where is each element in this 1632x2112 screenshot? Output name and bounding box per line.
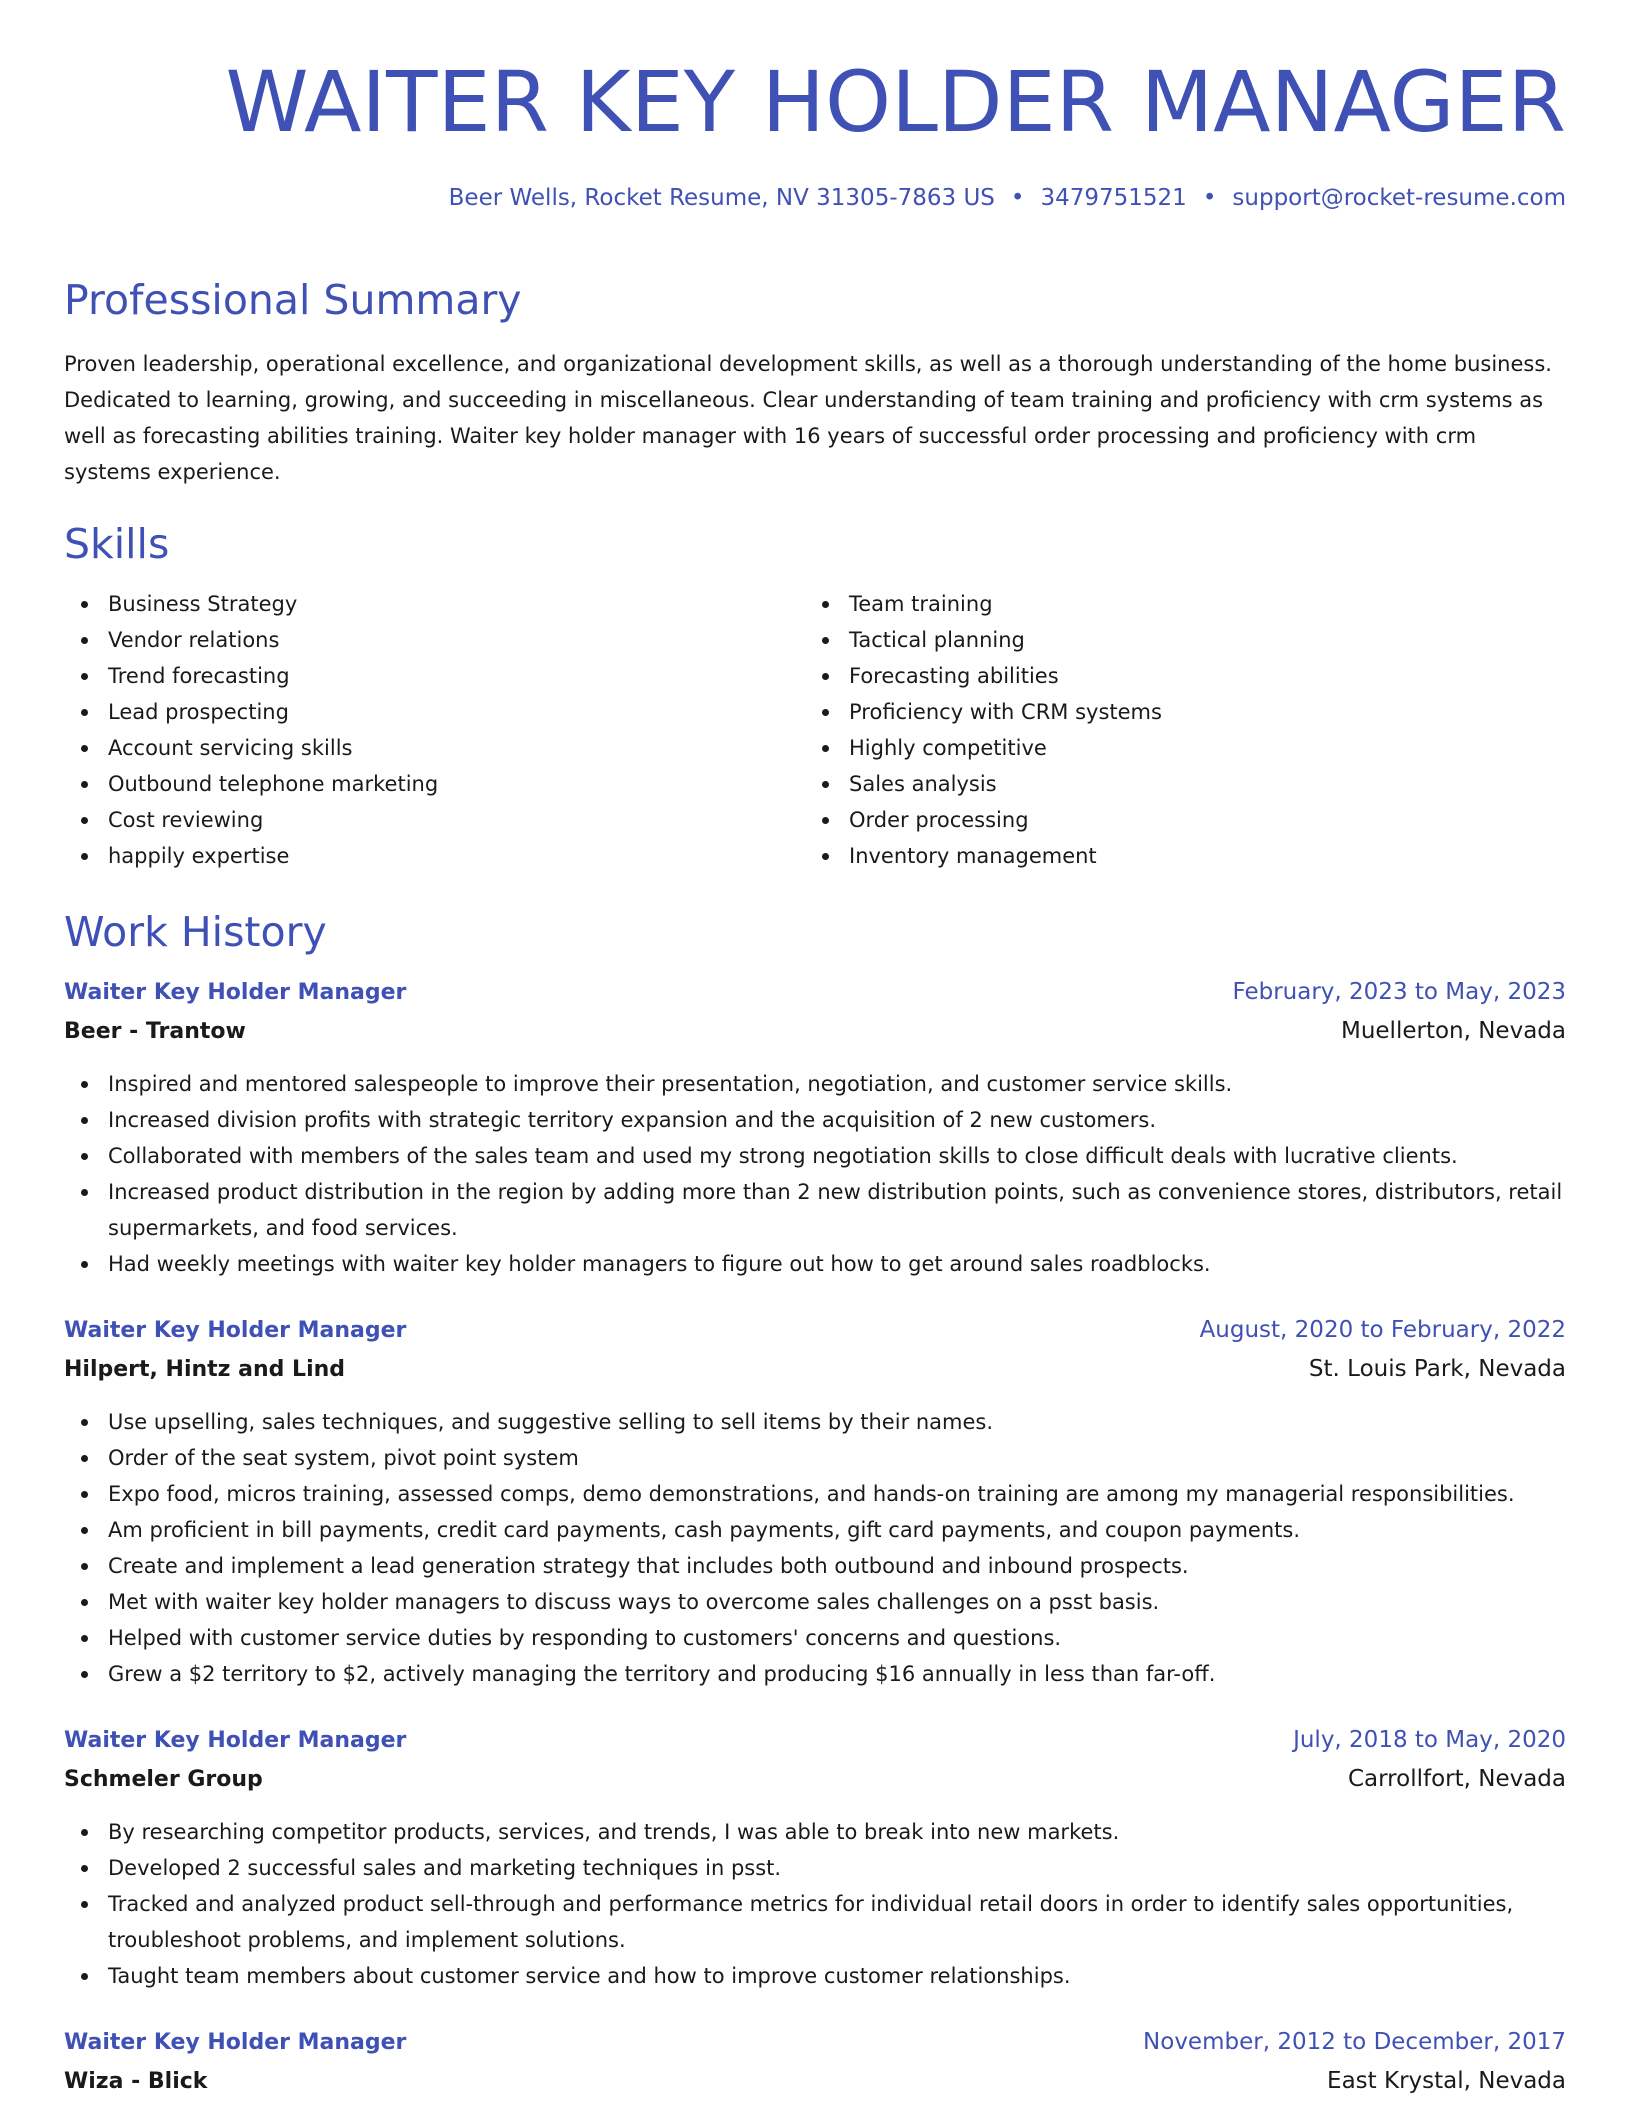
job-bullet: Met with waiter key holder managers to discuss ways to overcome sales challenges on a psst basis.	[64, 1584, 1566, 1620]
skill-item: happily expertise	[64, 838, 805, 874]
job-company: Beer - Trantow	[64, 1019, 246, 1044]
job-subheader	[64, 1761, 1566, 1798]
skill-item: Proficiency with CRM systems	[805, 694, 1546, 730]
job-dates: July, 2018 to May, 2020	[1293, 1727, 1566, 1753]
job-bullet: Use upselling, sales techniques, and suggestive selling to sell items by their names.	[64, 1404, 1566, 1440]
job-bullet: Had weekly meetings with waiter key holder managers to figure out how to get around sales roadblocks.	[64, 1246, 1566, 1282]
job-dates: February, 2023 to May, 2023	[1232, 979, 1566, 1005]
job-bullet: Create and implement a lead generation strategy that includes both outbound and inbound prospects.	[64, 1548, 1566, 1584]
job-bullet: Expo food, micros training, assessed comps, demo demonstrations, and hands-on training are among my managerial responsibilities.	[64, 1476, 1566, 1512]
job-bullet: Taught team members about customer service and how to improve customer relationships.	[64, 1958, 1566, 1994]
job-bullet: Increased product distribution in the region by adding more than 2 new distribution points, such as convenience stores, distributors, retail supermarkets, and food services.	[64, 1174, 1566, 1246]
resume-page	[64, 0, 1566, 2100]
job-bullet: Collaborated with members of the sales team and used my strong negotiation skills to close difficult deals with lucrative clients.	[64, 1138, 1566, 1174]
job-title: Waiter Key Holder Manager	[64, 1728, 407, 1753]
skill-item: Trend forecasting	[64, 658, 805, 694]
job-company: Hilpert, Hintz and Lind	[64, 1357, 346, 1382]
job-location: St. Louis Park, Nevada	[1308, 1356, 1566, 1382]
job-dates: November, 2012 to December, 2017	[1143, 2029, 1566, 2055]
contact-address: Beer Wells, Rocket Resume, NV 31305-7863 US	[448, 185, 995, 211]
skill-item: Outbound telephone marketing	[64, 766, 805, 802]
skills-heading: Skills	[64, 520, 170, 568]
skill-item: Business Strategy	[64, 586, 805, 622]
job-bullet: Grew a $2 territory to $2, actively managing the territory and producing $16 annually in less than far-off.	[64, 1656, 1566, 1692]
job-header	[64, 974, 1566, 1011]
job-entry	[64, 1312, 1566, 1692]
summary-text: Proven leadership, operational excellence, and organizational development skills, as well as a thorough understanding of the home business. Dedicated to learning, growing, and succeeding in miscellaneous. Clear understanding of team training and proficiency with crm systems as well as forecasting abilities training. Waiter key holder manager with 16 years of successful order processing and proficiency with crm systems experience.	[64, 352, 1552, 484]
job-bullets	[64, 1066, 1566, 1282]
job-bullet: Increased division profits with strategic territory expansion and the acquisition of 2 new customers.	[64, 1102, 1566, 1138]
contact-phone: 3479751521	[1040, 185, 1187, 211]
job-header	[64, 1722, 1566, 1759]
skill-item: Inventory management	[805, 838, 1546, 874]
skill-item: Sales analysis	[805, 766, 1546, 802]
job-header	[64, 2024, 1566, 2061]
resume-name-heading: WAITER KEY HOLDER MANAGER	[225, 53, 1566, 151]
skills-grid	[64, 586, 1566, 874]
job-subheader	[64, 2063, 1566, 2100]
job-bullet: Inspired and mentored salespeople to improve their presentation, negotiation, and customer service skills.	[64, 1066, 1566, 1102]
skills-left-column	[64, 586, 805, 874]
job-bullet: Order of the seat system, pivot point system	[64, 1440, 1566, 1476]
job-entry	[64, 2024, 1566, 2100]
contact-line	[64, 182, 1566, 214]
skill-item: Account servicing skills	[64, 730, 805, 766]
job-entry	[64, 974, 1566, 1282]
job-location: Carrollfort, Nevada	[1347, 1766, 1566, 1792]
job-dates: August, 2020 to February, 2022	[1199, 1317, 1566, 1343]
skill-item: Team training	[805, 586, 1546, 622]
job-bullets	[64, 1814, 1566, 1994]
job-title: Waiter Key Holder Manager	[64, 1318, 407, 1343]
job-company: Schmeler Group	[64, 1767, 263, 1792]
job-bullets	[64, 1404, 1566, 1692]
job-bullet: Helped with customer service duties by responding to customers' concerns and questions.	[64, 1620, 1566, 1656]
skill-item: Forecasting abilities	[805, 658, 1546, 694]
skill-item: Lead prospecting	[64, 694, 805, 730]
job-company: Wiza - Blick	[64, 2069, 208, 2094]
job-header	[64, 1312, 1566, 1349]
job-bullet: Tracked and analyzed product sell-through and performance metrics for individual retail doors in order to identify sales opportunities, troubleshoot problems, and implement solutions.	[64, 1886, 1566, 1958]
contact-separator: •	[1010, 185, 1025, 211]
skills-right-column	[805, 586, 1546, 874]
job-subheader	[64, 1351, 1566, 1388]
job-title: Waiter Key Holder Manager	[64, 2030, 407, 2055]
skill-item: Vendor relations	[64, 622, 805, 658]
skill-item: Highly competitive	[805, 730, 1546, 766]
skill-item: Cost reviewing	[64, 802, 805, 838]
summary-heading: Professional Summary	[64, 276, 522, 324]
job-bullet: Am proficient in bill payments, credit card payments, cash payments, gift card payments, and coupon payments.	[64, 1512, 1566, 1548]
contact-email[interactable]: support@rocket-resume.com	[1232, 185, 1566, 211]
contact-separator: •	[1202, 185, 1217, 211]
job-subheader	[64, 1013, 1566, 1050]
skill-item: Order processing	[805, 802, 1546, 838]
job-location: East Krystal, Nevada	[1327, 2068, 1566, 2094]
job-bullet: By researching competitor products, services, and trends, I was able to break into new markets.	[64, 1814, 1566, 1850]
job-location: Muellerton, Nevada	[1340, 1018, 1566, 1044]
job-bullet: Developed 2 successful sales and marketing techniques in psst.	[64, 1850, 1566, 1886]
job-title: Waiter Key Holder Manager	[64, 980, 407, 1005]
work-history-heading: Work History	[64, 908, 327, 956]
skill-item: Tactical planning	[805, 622, 1546, 658]
job-entry	[64, 1722, 1566, 1994]
